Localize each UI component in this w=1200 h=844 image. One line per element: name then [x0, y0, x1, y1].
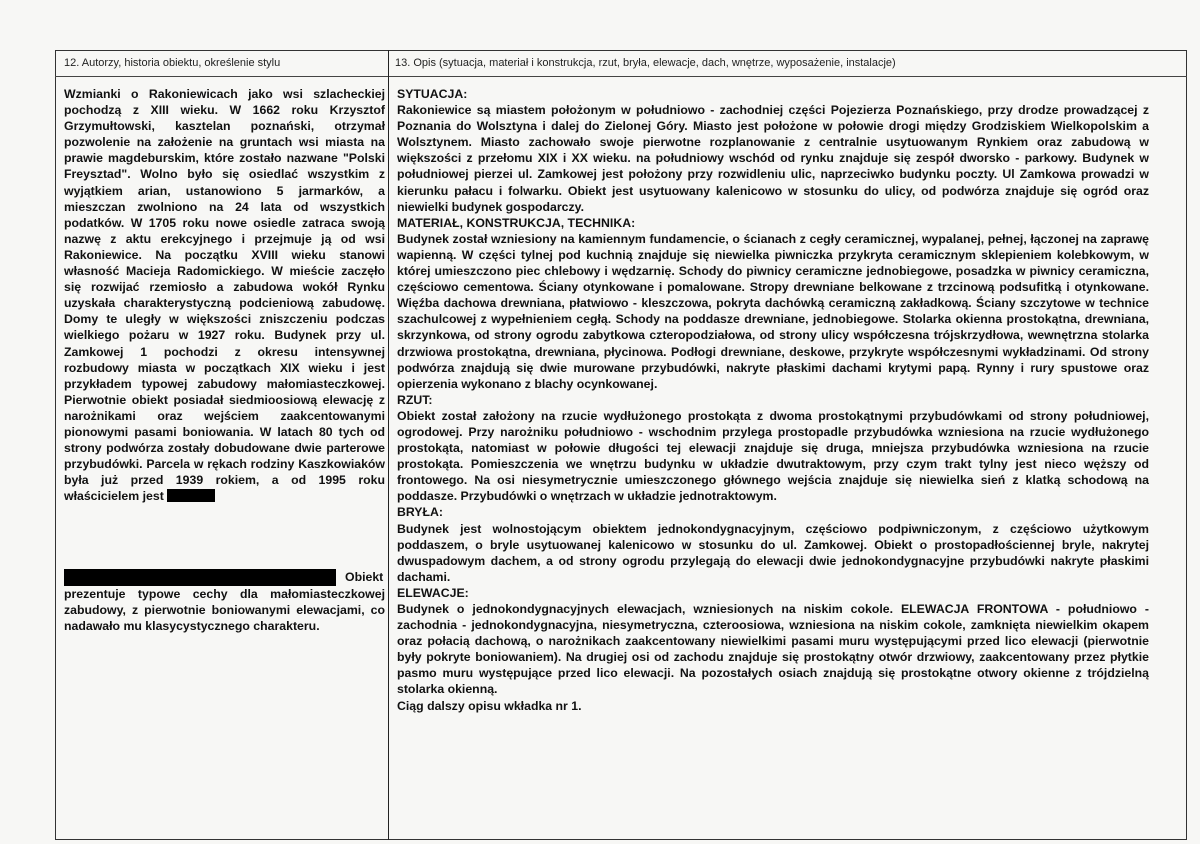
history-column	[64, 86, 385, 504]
continuation-note: Ciąg dalszy opisu wkładka nr 1.	[397, 698, 582, 713]
section-title: BRYŁA:	[397, 505, 443, 520]
history-continuation-word: Obiekt	[345, 570, 384, 584]
section-title: MATERIAŁ, KONSTRUKCJA, TECHNIKA:	[397, 215, 636, 230]
section-title: RZUT:	[397, 392, 433, 407]
description-column	[397, 86, 1149, 714]
section-bryla	[397, 504, 1149, 584]
section-title: SYTUACJA:	[397, 87, 468, 101]
column-divider	[388, 50, 389, 840]
section-text: Budynek jest wolnostojącym obiektem jednokondygnacyjnym, częściowo podpiwniczonym, z częściowo użytkowym poddaszem, o bryle usytuowanej kalenicowo w stosunku do ul. Zamkowej. Obiekt o prostopadłościennej bryle, nakrytej dwuspadowym dachem, a od strony ogrodu przylegają do elewacji dwie jednokondygnacyjne przybudówki nakryte płaskimi dachami.	[397, 521, 1149, 584]
section-title: ELEWACJE:	[397, 585, 469, 600]
section-rzut	[397, 392, 1149, 505]
history-text: Wzmianki o Rakoniewicach jako wsi szlacheckiej pochodzą z XIII wieku. W 1662 roku Krzysztof Grzymułtowski, kasztelan poznański, otrzymał pozwolenie na założenie na gruntach wsi miasta na prawie magdeburskim, które zostało nazwane "Polski Freysztad". Wolno było się osiedlać wszystkim z wyjątkiem arian, ustanowiono 5 jarmarków, a mieszczan zwolniono na 24 lata od wszystkich podatków. W 1705 roku nowe osiedle zatraca swoją nazwę z aktu erekcyjnego i przejmuje ją od wsi Rakoniewice. Na początku XVIII wieku stanowi własność Macieja Radomickiego. W mieście zaczęło się rozwijać rzemiosło a zabudowa wokół Rynku uzyskała charakterystyczną podcieniową zabudowę. Domy te uległy w większości zniszczeniu podczas wielkiego pożaru w 1927 roku. Budynek przy ul. Zamkowej 1 pochodzi z okresu intensywnej rozbudowy miasta w początkach XIX wieku i jest przykładem typowej zabudowy małomiasteczkowej. Pierwotnie obiekt posiadał siedmioosiową elewację z narożnikami oraz wejściem zaakcentowanymi pionowymi pasami boniowania. W latach 80 tych od strony podwórza zostały dobudowane dwie parterowe przybudówki. Parcela w rękach rodziny Kaszkowiaków była już przed 1939 rokiem, a od 1995 roku właścicielem jest	[64, 87, 385, 504]
section-text: Budynek został wzniesiony na kamiennym fundamencie, o ścianach z cegły ceramicznej, wypalanej, pełnej, łączonej na zaprawę wapienną. W części tylnej pod kuchnią znajduje się niewielka piwniczka przykryta ceramicznym sklepieniem kolebkowym, w której umieszczono piec chlebowy i wędzarnię. Schody do piwnicy ceramiczne jednobiegowe, posadzka w piwnicy ceramiczna, częściowo cementowa. Ściany otynkowane i pomalowane. Stropy drewniane belkowane z trzcinową podsufitką i otynkowane. Więźba dachowa drewniana, płatwiowo - kleszczowa, pokryta dachówką ceramiczną zakładkową. Ściany szczytowe w technice szachulcowej z wypełnieniem cegłą. Schody na poddasze drewniane, jednobiegowe. Stolarka okienna prostokątna, drewniana, skrzynkowa, od strony ogrodu zabytkowa czteropodziałowa, od strony ulicy współczesna trójskrzydłowa, wewnętrzna stolarka drzwiowa prostokątna, drewniana, płycinowa. Podłogi drewniane, deskowe, przykryte współczesnymi wykładzinami. Od strony podwórza znajdują się dwie murowane przybudówki, nakryte płaskimi dachami krytymi papą. Rynny i rury spustowe oraz opierzenia wykonano z blachy ocynkowanej.	[397, 231, 1149, 391]
section-12-header: 12. Autorzy, historia obiektu, określenie stylu	[64, 57, 281, 69]
redaction-bar-owner	[64, 569, 336, 586]
history-text-end: prezentuje typowe cechy dla małomiasteczkowej zabudowy, z pierwotnie boniowanymi elewacjami, co nadawało mu klasycystycznego charakteru.	[64, 587, 385, 634]
section-text: Rakoniewice są miastem położonym w południowo - zachodniej części Pojezierza Poznańskiego, przy drodze prowadzącej z Poznania do Wolsztyna i dalej do Zielonej Góry. Miasto jest położone w połowie drogi między Grodziskiem Wielkopolskim a Wolsztynem. Miasto zachowało swoje pierwotne rozplanowanie z centralnie usytuowanym Rynkiem oraz zabudową w większości z przełomu XIX i XX wieku. na południowy wschód od rynku znajduje się zespół dworsko - parkowy. Budynek w południowej pierzei ul. Zamkowej jest położony przy rozwidleniu ulic, naprzeciwko budynku poczty. Ul Zamkowa prowadzi w kierunku pałacu i folwarku. Obiekt jest usytuowany kalenicowo w stosunku do ulicy, od podwórza znajduje się ogród oraz niewielki budynek gospodarczy.	[397, 103, 1149, 214]
redaction-bar	[167, 489, 215, 502]
history-column-end	[64, 586, 385, 634]
section-sytuacja	[397, 86, 1149, 215]
section-13-header: 13. Opis (sytuacja, materiał i konstrukcja, rzut, bryła, elewacje, dach, wnętrze, wyposażenie, instalacje)	[395, 57, 896, 69]
section-elewacje	[397, 585, 1149, 698]
section-text: Obiekt został założony na rzucie wydłużonego prostokąta z dwoma prostokątnymi przybudówkami od strony południowej, ogrodowej. Przy narożniku południowo - wschodnim przylega prostopadle przybudówka wzniesiona na rzucie wydłużonego prostokąta, natomiast w połowie długości tej elewacji znajduje się druga, mniejsza przybudówka wzniesiona na rzucie prostokąta. Pomieszczenia we wnętrzu budynku w układzie dwutraktowym, przy czym trakt tylny jest nieco węższy od frontowego. Na osi niesymetrycznie umieszczonego głównego wejścia znajduje się niewielka sień z klatką schodową na poddasze. Przybudówki o wnętrzach w układzie jednotraktowym.	[397, 408, 1149, 504]
section-material	[397, 215, 1149, 392]
section-text: Budynek o jednokondygnacyjnych elewacjach, wzniesionych na niskim cokole. ELEWACJA FRONTOWA - południowo - zachodnia - jednokondygnacyjna, niesymetryczna, czteroosiowa, wzniesiona na niskim cokole, zamknięta niewielkim okapem oraz połacią dachową, o narożnikach zaakcentowany niewielkimi pasami muru występującymi przed lico elewacji (pierwotnie były pokryte boniowaniem). Na drugiej osi od zachodu znajduje się prostokątny otwór drzwiowy, zaakcentowany przez płytkie pasmo muru występujące przed lico elewacji. Na pozostałych osiach znajdują się prostokątne otwory okienne z trójdzielną stolarka okienną.	[397, 602, 1149, 697]
header-divider	[55, 76, 1187, 77]
